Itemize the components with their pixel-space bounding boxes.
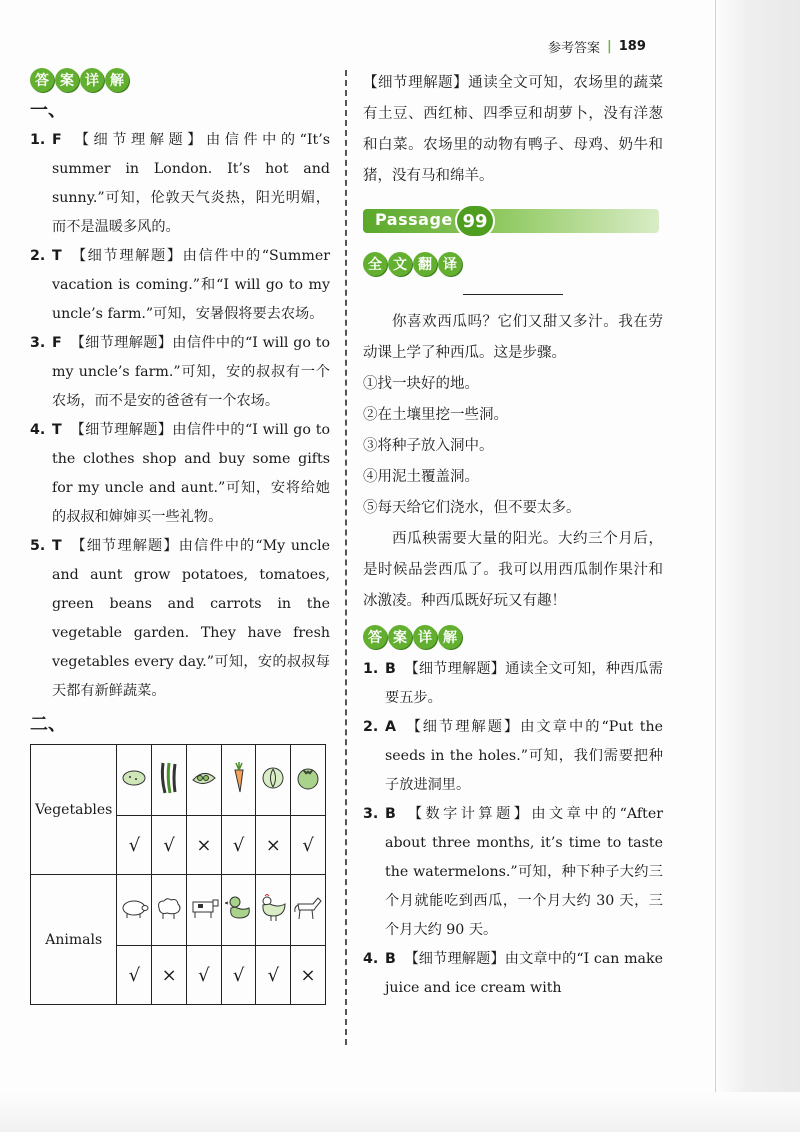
page-number: 189 (618, 38, 646, 54)
carrot-icon (221, 745, 256, 816)
translation-step: ⑤每天给它们浇水，但不要太多。 (363, 500, 581, 516)
item-text: 【细节理解题】由信件中的“It’s summer in London. It’s hot and sunny.”可知，伦敦天气炎热，阳光明媚，而不是温暖多风的。 (52, 132, 330, 235)
animals-label: Animals (31, 875, 117, 1005)
sheep-icon (152, 875, 187, 946)
item-number: 3. (30, 335, 46, 351)
item-number: 4. (30, 422, 46, 438)
item-number: 1. (363, 661, 379, 677)
translation-outro: 西瓜秧需要大量的阳光。大约三个月后，是时候品尝西瓜了。我可以用西瓜制作果汁和冰激凌。种西瓜既好玩又有趣！ (363, 531, 663, 609)
translation-intro: 你喜欢西瓜吗？它们又甜又多汁。我在劳动课上学了种西瓜。这是步骤。 (363, 314, 663, 361)
item-text: 【细节理解题】由信件中的“Summer vacation is coming.”和“I will go to my uncle’s farm.”可知，安暑假将要去农场。 (52, 248, 330, 322)
answer-item (30, 532, 330, 706)
item-text: 【数字计算题】由文章中的“After about three months, it’s time to taste the watermelons.”可知，种下种子大约三个月就能吃到西瓜，一个月大约 30 天，三个月大约 90 天。 (385, 806, 663, 938)
badge-char: 详 (413, 625, 437, 649)
item-number: 4. (363, 951, 379, 967)
item-answer: A (385, 719, 396, 735)
answer-item (30, 126, 330, 242)
passage-banner (363, 204, 659, 238)
animal-mark: √ (117, 946, 152, 1005)
animal-mark: √ (256, 946, 291, 1005)
answers-badge (30, 68, 330, 92)
header-label: 参考答案 (548, 40, 601, 56)
right-column (363, 68, 663, 1003)
badge-char: 答 (30, 68, 54, 92)
item-number: 1. (30, 132, 46, 148)
animal-mark: √ (221, 946, 256, 1005)
item-answer: F (52, 335, 62, 351)
answer-table (30, 744, 326, 1005)
potato-icon (117, 745, 152, 816)
green-beans-icon (152, 745, 187, 816)
item-answer: B (385, 661, 396, 677)
item-answer: T (52, 422, 62, 438)
badge-char: 文 (388, 252, 412, 276)
vegetable-mark: × (187, 816, 222, 875)
item-text: 【细节理解题】由文章中的“I can make juice and ice cream with (385, 951, 663, 996)
item-text: 【细节理解题】通读全文可知，种西瓜需要五步。 (385, 661, 663, 706)
badge-char: 答 (363, 625, 387, 649)
vegetable-mark: √ (221, 816, 256, 875)
item-number: 3. (363, 806, 379, 822)
answer-item (363, 713, 663, 800)
answer-item (30, 242, 330, 329)
passage-number: 99 (455, 204, 495, 238)
header-separator: | (607, 38, 612, 54)
carry-over-answer: 【细节理解题】通读全文可知，农场里的蔬菜有土豆、西红柿、四季豆和胡萝卜，没有洋葱和白菜。农场里的动物有鸭子、母鸡、奶牛和猪，没有马和绵羊。 (363, 75, 663, 184)
item-text: 【细节理解题】由信件中的“My uncle and aunt grow potatoes, tomatoes, green beans and carrots in the vegetable garden. They have fresh vegetables every day.”可知，安的叔叔每天都有新鲜蔬菜。 (52, 538, 330, 699)
item-answer: T (52, 248, 62, 264)
passage-word: Passage (375, 210, 453, 229)
column-divider (345, 70, 347, 1045)
item-number: 2. (363, 719, 379, 735)
item-answer: T (52, 538, 62, 554)
animal-mark: √ (187, 946, 222, 1005)
peas-icon (187, 745, 222, 816)
badge-char: 案 (388, 625, 412, 649)
badge-char: 解 (438, 625, 462, 649)
item-answer: B (385, 951, 396, 967)
item-text: 【细节理解题】由信件中的“I will go to my uncle’s farm.”可知，安的叔叔有一个农场，而不是安的爸爸有一个农场。 (52, 335, 330, 409)
cow-icon (187, 875, 222, 946)
vegetable-mark: √ (117, 816, 152, 875)
left-column (30, 68, 330, 1005)
cabbage-icon (256, 745, 291, 816)
answers-badge (363, 625, 663, 649)
part-two-mark: 二、 (30, 714, 66, 735)
horse-icon (291, 875, 326, 946)
page-gutter-shadow (714, 0, 800, 1132)
answer-item (30, 416, 330, 532)
vegetable-mark: × (256, 816, 291, 875)
vegetables-label: Vegetables (31, 745, 117, 875)
tomato-icon (291, 745, 326, 816)
page-edge (715, 0, 716, 1132)
badge-char: 详 (80, 68, 104, 92)
page-header (548, 36, 646, 56)
item-number: 2. (30, 248, 46, 264)
vegetable-mark: √ (291, 816, 326, 875)
badge-char: 案 (55, 68, 79, 92)
translation-step: ②在土壤里挖一些洞。 (363, 407, 508, 423)
part-one-mark: 一、 (30, 100, 66, 121)
item-answer: F (52, 132, 62, 148)
badge-char: 翻 (413, 252, 437, 276)
animal-mark: × (291, 946, 326, 1005)
answer-item (363, 945, 663, 1003)
item-text: 【细节理解题】由信件中的“I will go to the clothes shop and buy some gifts for my uncle and aunt.”可知，安将给她的叔叔和婶婶买一些礼物。 (52, 422, 330, 525)
badge-char: 解 (105, 68, 129, 92)
translation-step: ④用泥土覆盖洞。 (363, 469, 479, 485)
page-bottom-shade (0, 1092, 800, 1132)
pig-icon (117, 875, 152, 946)
translation-badge (363, 252, 663, 276)
item-answer: B (385, 806, 396, 822)
answer-item (363, 655, 663, 713)
hen-icon (256, 875, 291, 946)
item-number: 5. (30, 538, 46, 554)
animal-mark: × (152, 946, 187, 1005)
answer-item (363, 800, 663, 945)
duck-icon (221, 875, 256, 946)
badge-char: 译 (438, 252, 462, 276)
badge-char: 全 (363, 252, 387, 276)
translation-step: ③将种子放入洞中。 (363, 438, 494, 454)
answer-item (30, 329, 330, 416)
item-text: 【细节理解题】由文章中的“Put the seeds in the holes.”可知，我们需要把种子放进洞里。 (385, 719, 663, 793)
translation-step: ①找一块好的地。 (363, 376, 479, 392)
title-blank-line (463, 294, 563, 295)
vegetable-mark: √ (152, 816, 187, 875)
